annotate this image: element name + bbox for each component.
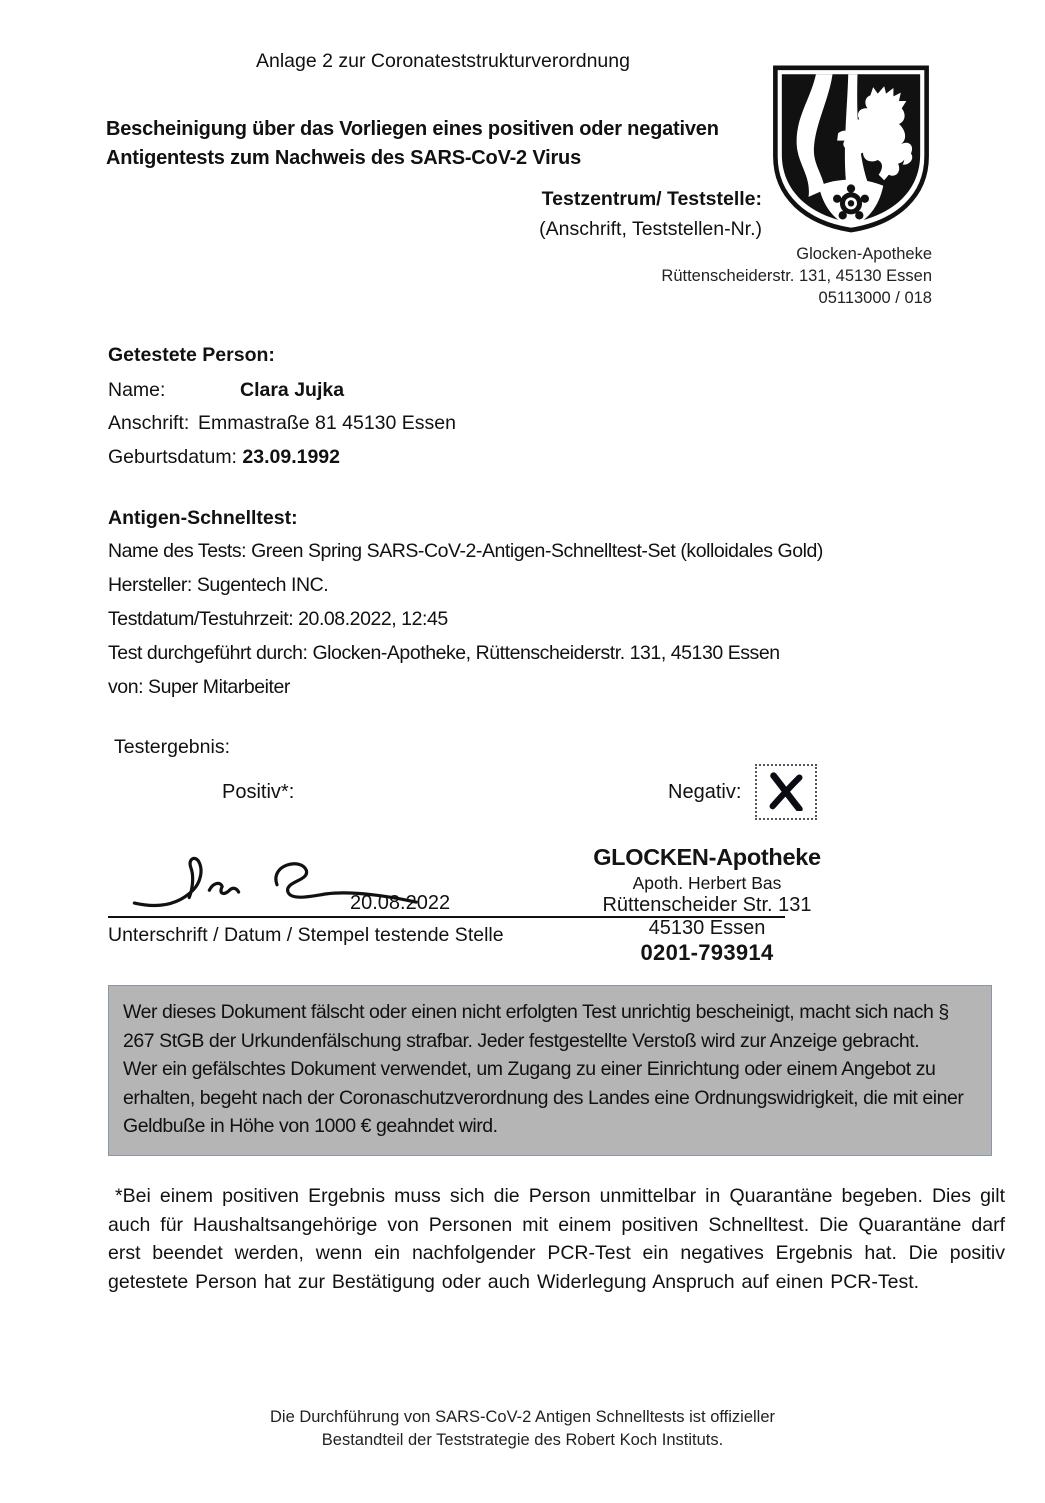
- person-name-row: [108, 379, 345, 402]
- result-positive-label: Positiv*:: [222, 781, 295, 803]
- test-manufacturer-line: Hersteller: Sugentech INC.: [108, 574, 329, 596]
- page-footer: [0, 1406, 1045, 1451]
- pharmacy-stamp: [552, 844, 862, 966]
- annex-title: Anlage 2 zur Coronateststrukturverordnung: [256, 50, 630, 72]
- stamp-line-1: GLOCKEN-Apotheke: [593, 844, 821, 870]
- test-performed-by-line: Test durchgeführt durch: Glocken-Apotheke, Rüttenscheiderstr. 131, 45130 Essen: [108, 642, 780, 664]
- nrw-coat-of-arms-icon: [768, 58, 934, 238]
- negative-checkbox: [755, 764, 817, 820]
- test-section-title: Antigen-Schnelltest:: [108, 507, 298, 529]
- stamp-line-4: 45130 Essen: [648, 917, 766, 939]
- person-birthdate-value: 23.09.1992: [242, 446, 341, 468]
- stamp-line-2: Apoth. Herbert Bas: [632, 873, 782, 893]
- test-center-address-block: [560, 243, 932, 309]
- stamp-line-3: Rüttenscheider Str. 131: [602, 894, 812, 916]
- person-name-value: Clara Jujka: [240, 379, 345, 401]
- stamp-line-5: 0201-793914: [640, 940, 774, 965]
- page-title: Bescheinigung über das Vorliegen eines positiven oder negativen Antigentests zum Nachweis des SARS-CoV-2 Virus: [106, 118, 719, 169]
- test-center-sublabel: (Anschrift, Teststellen-Nr.): [539, 218, 762, 240]
- test-name-line: Name des Tests: Green Spring SARS-CoV-2-Antigen-Schnelltest-Set (kolloidales Gold): [108, 540, 823, 562]
- result-section-title: Testergebnis:: [114, 736, 230, 758]
- person-name-label: Name:: [108, 379, 166, 401]
- positive-result-footnote: [108, 1182, 1005, 1297]
- warning-paragraph-2: Wer ein gefälschtes Dokument verwendet, um Zugang zu einer Einrichtung oder einem Angebot zu erhalten, begeht nach der Coronaschutzverordnung des Landes eine Ordnungswidrigkeit, die mit einer Geldbuße in Höhe von 1000 € geahndet wird.: [123, 1058, 964, 1137]
- test-datetime-line: Testdatum/Testuhrzeit: 20.08.2022, 12:45: [108, 608, 448, 630]
- person-birthdate-label: Geburtsdatum:: [108, 446, 237, 468]
- warning-paragraph-1: Wer dieses Dokument fälscht oder einen nicht erfolgten Test unrichtig bescheinigt, macht sich nach § 267 StGB der Urkundenfälschung strafbar. Jeder festgestellte Verstoß wird zur Anzeige gebracht.: [123, 1001, 949, 1052]
- footer-line-2: Bestandteil der Teststrategie des Robert Koch Instituts.: [321, 1430, 724, 1449]
- footnote-text: *Bei einem positiven Ergebnis muss sich die Person unmittelbar in Quarantäne begeben. Dies gilt auch für Haushaltsangehörige von Personen mit einem positiven Schnelltest. Die Quarantäne darf erst beendet werden, wenn ein nachfolgender PCR-Test ein negatives Ergebnis hat. Die positiv getestete Person hat zur Bestätigung oder auch Widerlegung Anspruch auf einen PCR-Test.: [108, 1185, 1005, 1294]
- test-performed-by-person-line: von: Super Mitarbeiter: [108, 676, 290, 698]
- test-center-street: Rüttenscheiderstr. 131, 45130 Essen: [661, 267, 932, 285]
- test-center-label: Testzentrum/ Teststelle:: [541, 188, 762, 210]
- signature-date: 20.08.2022: [350, 892, 451, 914]
- test-center-name: Glocken-Apotheke: [796, 245, 932, 263]
- x-mark-icon: [765, 769, 807, 816]
- person-birthdate-row: [108, 446, 340, 469]
- person-section-title: Getestete Person:: [108, 344, 275, 366]
- warning-box: [108, 985, 992, 1156]
- result-negative-label: Negativ:: [668, 781, 742, 803]
- person-address-value: Emmastraße 81 45130 Essen: [198, 412, 456, 434]
- signature-caption: Unterschrift / Datum / Stempel testende Stelle: [108, 924, 504, 946]
- test-center-number: 05113000 / 018: [818, 289, 932, 307]
- person-address-label: Anschrift:: [108, 412, 190, 434]
- person-address-row: [108, 412, 456, 435]
- footer-line-1: Die Durchführung von SARS-CoV-2 Antigen Schnelltests ist offizieller: [269, 1408, 776, 1426]
